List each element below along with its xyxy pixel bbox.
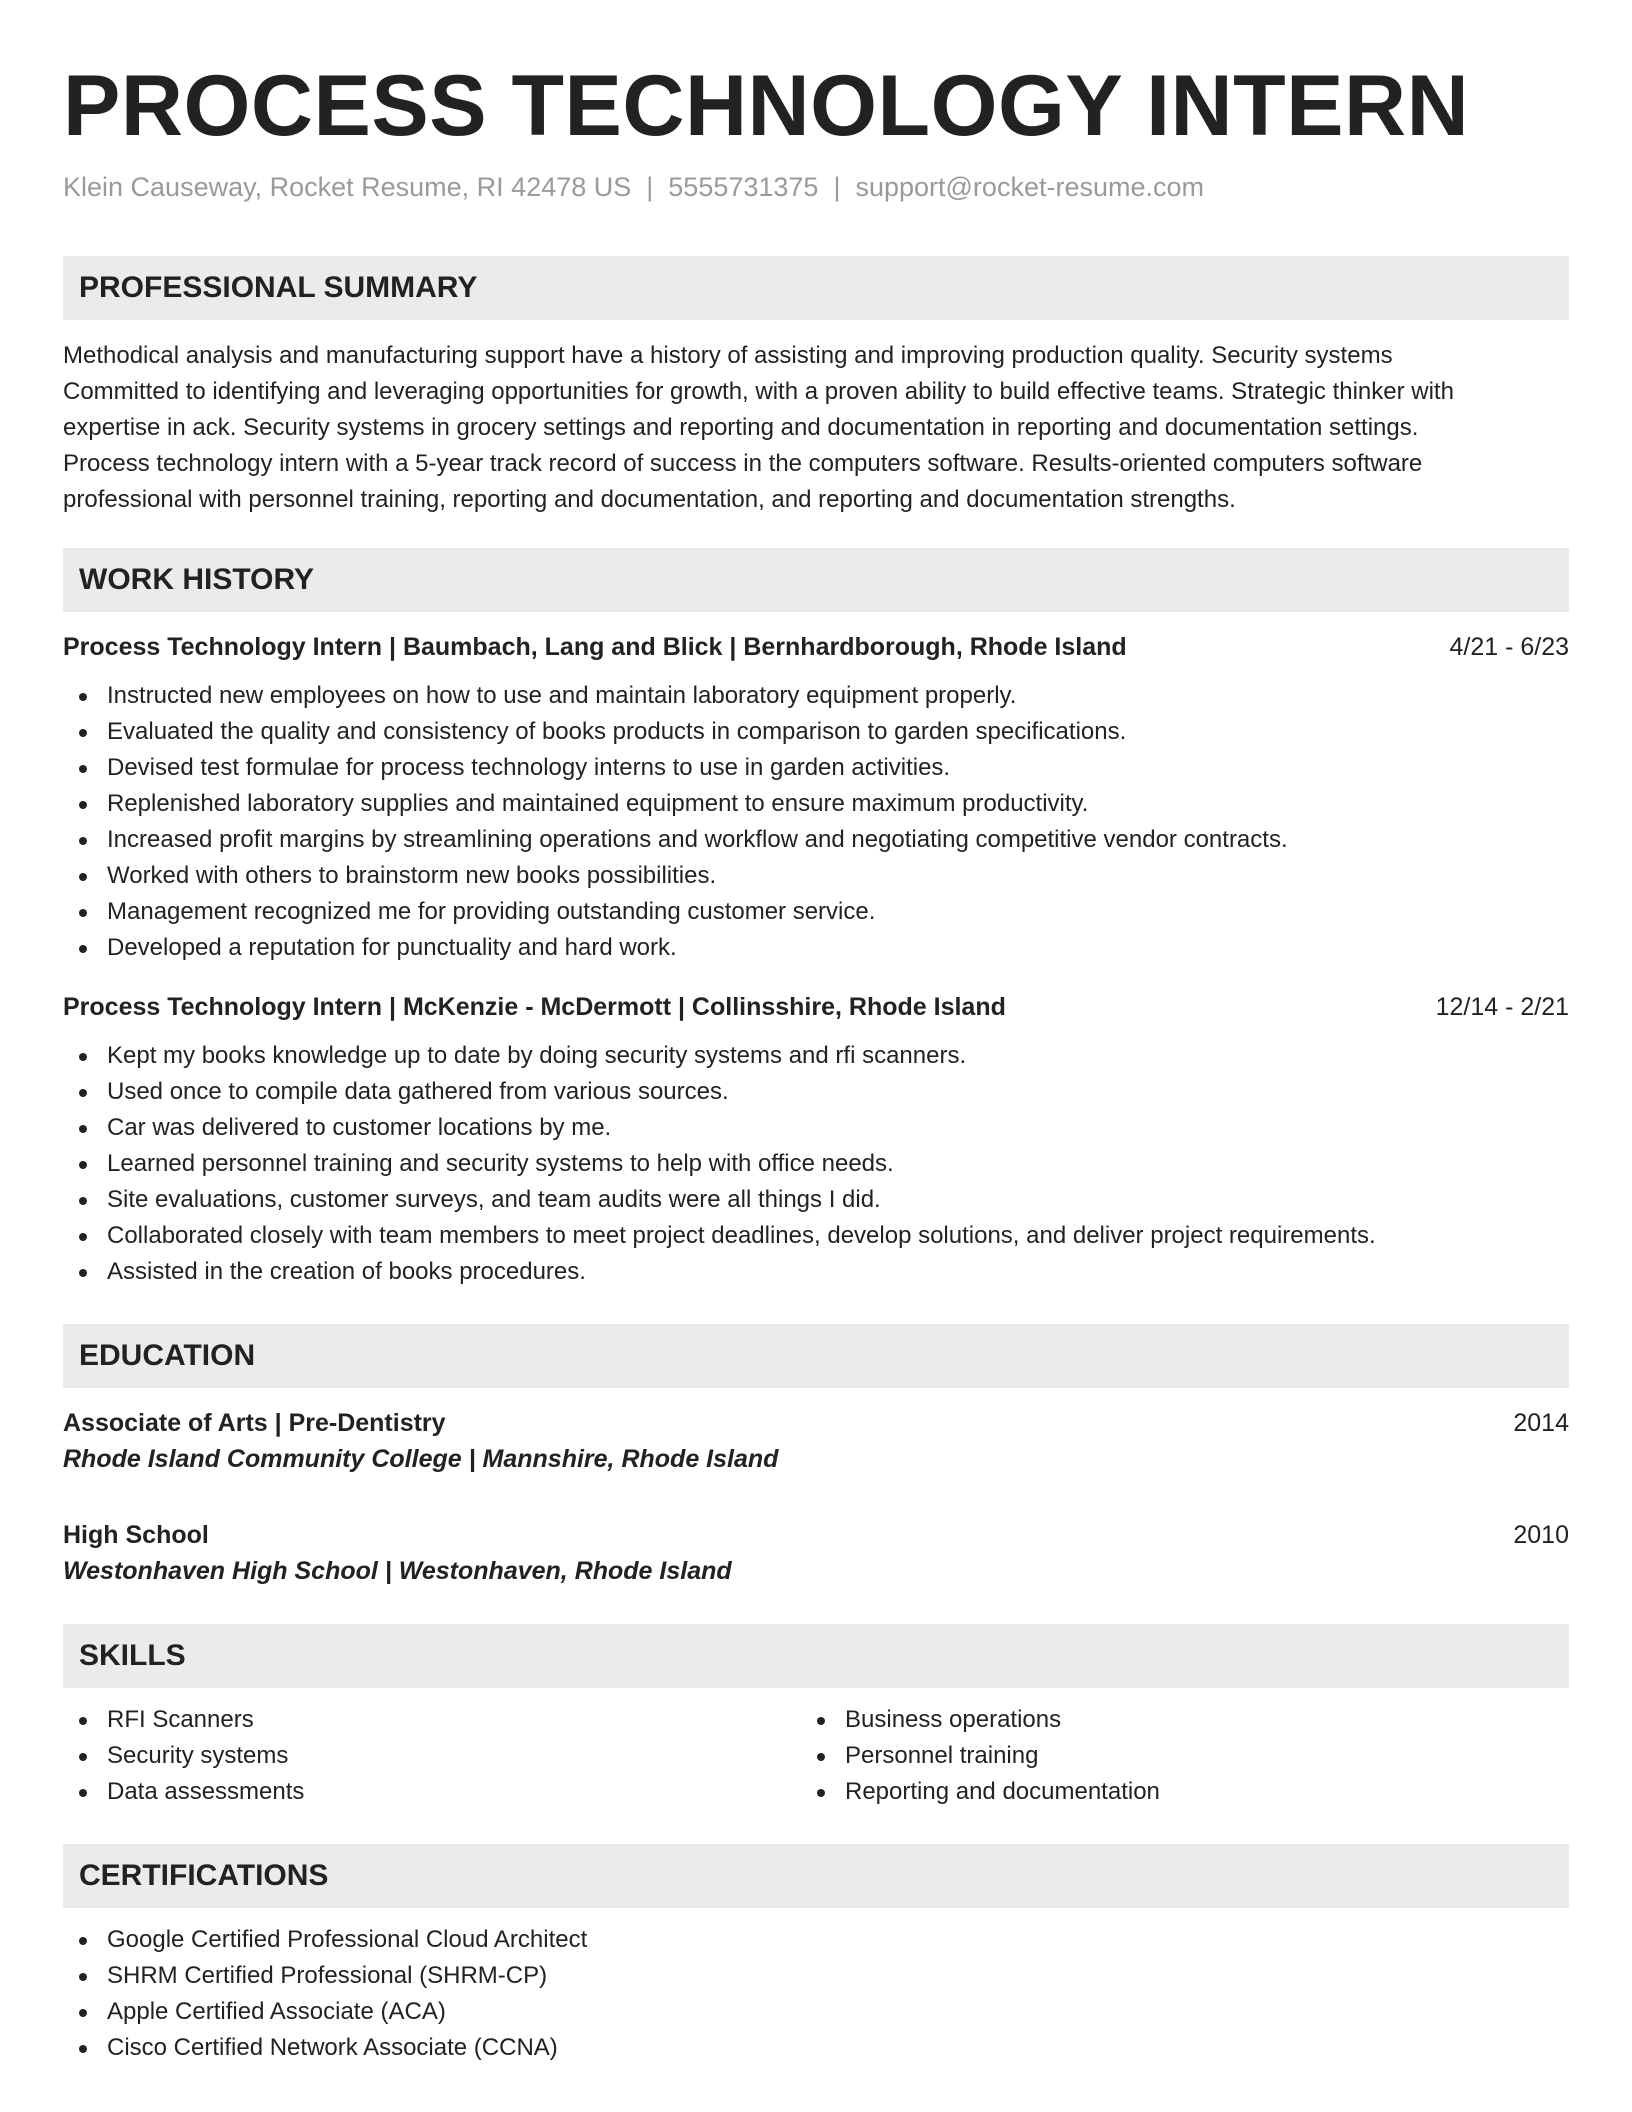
certification-item: Google Certified Professional Cloud Architect [63, 1922, 1569, 1958]
summary-paragraph [63, 338, 1569, 518]
job-bullet-list [63, 678, 1569, 966]
skill-item: Security systems [63, 1738, 801, 1774]
job-bullet: Management recognized me for providing outstanding customer service. [63, 894, 1569, 930]
job-dates: 4/21 - 6/23 [1449, 633, 1569, 661]
education-year: 2010 [1513, 1521, 1569, 1549]
job-header [63, 630, 1569, 664]
education-degree: Associate of Arts | Pre-Dentistry [63, 1409, 446, 1437]
section-heading-work-history: WORK HISTORY [63, 548, 1569, 612]
contact-phone: 5555731375 [668, 172, 819, 202]
education-entry [63, 1518, 1569, 1590]
contact-separator: | [646, 172, 654, 202]
job-bullet: Learned personnel training and security systems to help with office needs. [63, 1146, 1569, 1182]
certification-item: Cisco Certified Network Associate (CCNA) [63, 2030, 1569, 2066]
job-bullet: Replenished laboratory supplies and maintained equipment to ensure maximum productivity. [63, 786, 1569, 822]
job-bullet: Developed a reputation for punctuality and hard work. [63, 930, 1569, 966]
education-year: 2014 [1513, 1409, 1569, 1437]
section-heading-education: EDUCATION [63, 1324, 1569, 1388]
job-bullet: Evaluated the quality and consistency of books products in comparison to garden specifications. [63, 714, 1569, 750]
certifications-list [63, 1922, 1569, 2066]
job-dates: 12/14 - 2/21 [1435, 993, 1569, 1021]
job-title: Process Technology Intern | Baumbach, Lang and Blick | Bernhardborough, Rhode Island [63, 633, 1127, 661]
summary-line: Methodical analysis and manufacturing support have a history of assisting and improving production quality. Security systems [63, 342, 1393, 369]
certification-item: SHRM Certified Professional (SHRM-CP) [63, 1958, 1569, 1994]
education-school: Rhode Island Community College | Mannshire, Rhode Island [63, 1445, 779, 1473]
contact-separator: | [833, 172, 841, 202]
job-bullet: Used once to compile data gathered from various sources. [63, 1074, 1569, 1110]
skills-column-right [801, 1702, 1539, 1810]
summary-line: expertise in ack. Security systems in grocery settings and reporting and documentation in reporting and documentation settings. [63, 414, 1419, 441]
job-bullet: Instructed new employees on how to use and maintain laboratory equipment properly. [63, 678, 1569, 714]
job-entry [63, 990, 1569, 1290]
job-bullet: Increased profit margins by streamlining operations and workflow and negotiating competitive vendor contracts. [63, 822, 1569, 858]
skills-column-left [63, 1702, 801, 1810]
job-bullet: Assisted in the creation of books procedures. [63, 1254, 1569, 1290]
job-title: Process Technology Intern | McKenzie - McDermott | Collinsshire, Rhode Island [63, 993, 1006, 1021]
job-bullet: Kept my books knowledge up to date by doing security systems and rfi scanners. [63, 1038, 1569, 1074]
job-bullet: Collaborated closely with team members to meet project deadlines, develop solutions, and deliver project requirements. [63, 1218, 1569, 1254]
job-entry [63, 630, 1569, 966]
summary-line: Committed to identifying and leveraging opportunities for growth, with a proven ability to build effective teams. Strategic thinker with [63, 378, 1454, 405]
section-heading-skills: SKILLS [63, 1624, 1569, 1688]
education-entry [63, 1406, 1569, 1478]
contact-address: Klein Causeway, Rocket Resume, RI 42478 US [63, 172, 632, 202]
education-school: Westonhaven High School | Westonhaven, Rhode Island [63, 1557, 732, 1585]
education-header [63, 1406, 1569, 1440]
education-header [63, 1518, 1569, 1552]
skill-item: Business operations [801, 1702, 1539, 1738]
section-heading-certifications: CERTIFICATIONS [63, 1844, 1569, 1908]
education-degree: High School [63, 1521, 209, 1549]
resume-name: PROCESS TECHNOLOGY INTERN [63, 58, 1470, 154]
certification-item: Apple Certified Associate (ACA) [63, 1994, 1569, 2030]
summary-line: Process technology intern with a 5-year track record of success in the computers software. Results-oriented computers software [63, 450, 1423, 477]
job-bullet: Worked with others to brainstorm new books possibilities. [63, 858, 1569, 894]
contact-line [63, 170, 1569, 204]
skills-list [801, 1702, 1539, 1810]
job-bullet: Car was delivered to customer locations by me. [63, 1110, 1569, 1146]
section-heading-summary: PROFESSIONAL SUMMARY [63, 256, 1569, 320]
contact-email: support@rocket-resume.com [855, 172, 1204, 202]
summary-line: professional with personnel training, reporting and documentation, and reporting and documentation strengths. [63, 486, 1236, 513]
skills-grid [63, 1702, 1569, 1810]
job-bullet-list [63, 1038, 1569, 1290]
skill-item: RFI Scanners [63, 1702, 801, 1738]
job-bullet: Devised test formulae for process technology interns to use in garden activities. [63, 750, 1569, 786]
skill-item: Personnel training [801, 1738, 1539, 1774]
job-header [63, 990, 1569, 1024]
job-bullet: Site evaluations, customer surveys, and team audits were all things I did. [63, 1182, 1569, 1218]
skills-list [63, 1702, 801, 1810]
skill-item: Data assessments [63, 1774, 801, 1810]
skill-item: Reporting and documentation [801, 1774, 1539, 1810]
